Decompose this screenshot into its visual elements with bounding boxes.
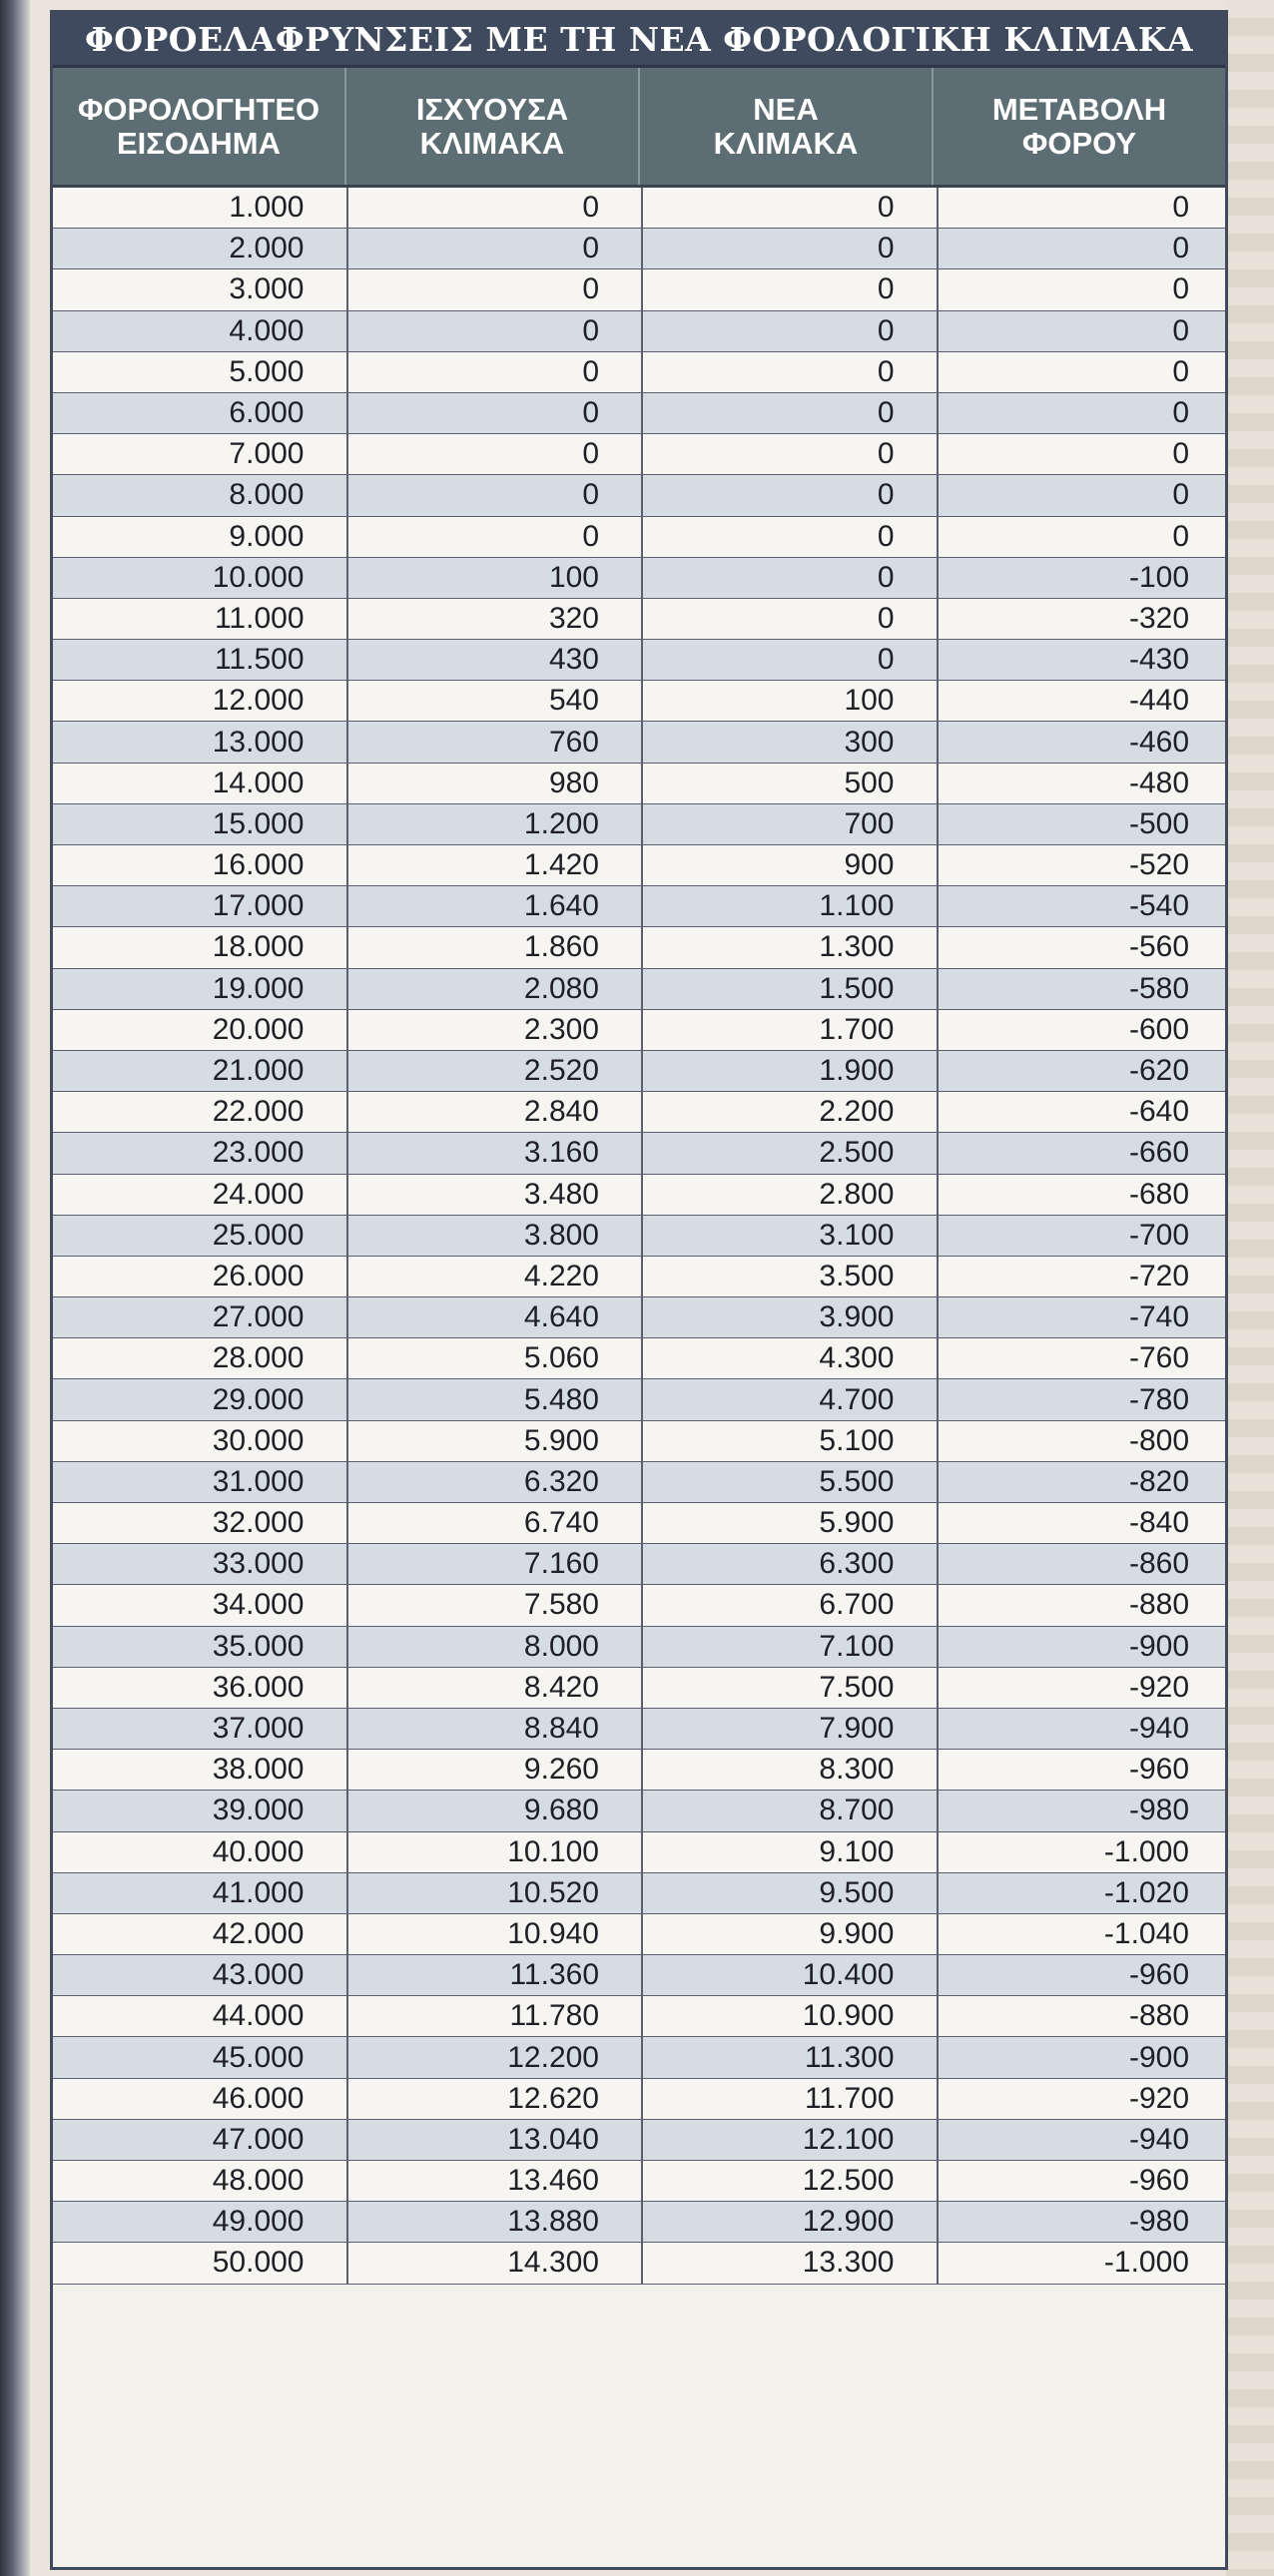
cell-new-scale: 9.900	[643, 1914, 939, 1954]
cell-tax-change: -900	[1128, 1629, 1189, 1663]
table-row	[53, 764, 1225, 804]
table-row	[53, 517, 1225, 558]
table-row	[53, 1216, 1225, 1257]
cell-current-scale: 10.100	[348, 1832, 644, 1872]
table-row	[53, 845, 1225, 886]
cell-tax-change: -980	[1128, 1794, 1189, 1827]
cell-current-scale: 11.360	[348, 1955, 644, 1995]
cell-tax-change: -820	[1128, 1464, 1189, 1498]
cell-new-scale: 1.700	[643, 1010, 939, 1050]
table-row	[53, 1996, 1225, 2037]
cell-current-scale: 7.160	[348, 1544, 644, 1584]
cell-current-scale: 2.520	[348, 1051, 644, 1091]
cell-current-scale: 13.040	[348, 2120, 644, 2160]
cell-tax-change: -1.000	[1103, 2246, 1189, 2280]
cell-current-scale: 13.880	[348, 2202, 644, 2242]
cell-tax-change: -660	[1128, 1136, 1189, 1170]
cell-new-scale: 5.500	[643, 1462, 939, 1502]
cell-taxable-income: 39.000	[53, 1791, 348, 1830]
cell-new-scale: 10.900	[643, 1996, 939, 2036]
cell-tax-change: -720	[1128, 1259, 1189, 1292]
cell-taxable-income: 24.000	[53, 1175, 348, 1215]
cell-current-scale: 0	[348, 517, 644, 557]
cell-taxable-income: 5.000	[53, 352, 348, 392]
table-row	[53, 1051, 1225, 1092]
cell-taxable-income: 3.000	[53, 269, 348, 309]
cell-new-scale: 2.800	[643, 1175, 939, 1215]
table-row	[53, 311, 1225, 352]
cell-new-scale: 0	[643, 475, 939, 515]
cell-tax-change: -900	[1128, 2040, 1189, 2074]
cell-new-scale: 500	[643, 764, 939, 803]
cell-taxable-income: 9.000	[53, 517, 348, 557]
cell-new-scale: 1.100	[643, 886, 939, 926]
header-tax-change	[934, 68, 1225, 185]
cell-current-scale: 8.840	[348, 1709, 644, 1749]
cell-tax-change: 0	[1172, 478, 1189, 512]
cell-current-scale: 0	[348, 434, 644, 474]
cell-tax-change: -920	[1128, 1670, 1189, 1704]
cell-new-scale: 5.900	[643, 1503, 939, 1543]
cell-taxable-income: 27.000	[53, 1297, 348, 1337]
table-row	[53, 2037, 1225, 2078]
cell-new-scale: 0	[643, 188, 939, 228]
cell-new-scale: 7.500	[643, 1668, 939, 1708]
table-row	[53, 352, 1225, 393]
cell-tax-change: -960	[1128, 1958, 1189, 1992]
cell-new-scale: 0	[643, 311, 939, 351]
cell-tax-change: -600	[1128, 1012, 1189, 1046]
header-line: ΚΛΙΜΑΚΑ	[713, 125, 859, 161]
cell-tax-change: -540	[1128, 889, 1189, 923]
table-row	[53, 640, 1225, 681]
cell-tax-change: -520	[1128, 848, 1189, 882]
page-edge-right	[1226, 0, 1274, 2576]
table-row	[53, 1175, 1225, 1216]
cell-new-scale: 1.500	[643, 969, 939, 1009]
cell-current-scale: 11.780	[348, 1996, 644, 2036]
cell-taxable-income: 35.000	[53, 1627, 348, 1667]
cell-new-scale: 8.700	[643, 1791, 939, 1830]
cell-new-scale: 0	[643, 640, 939, 680]
cell-taxable-income: 38.000	[53, 1750, 348, 1790]
cell-tax-change: -740	[1128, 1300, 1189, 1334]
table-row	[53, 1338, 1225, 1379]
cell-taxable-income: 1.000	[53, 188, 348, 228]
cell-current-scale: 0	[348, 229, 644, 268]
cell-current-scale: 6.740	[348, 1503, 644, 1543]
table-row	[53, 804, 1225, 845]
cell-tax-change: -440	[1128, 684, 1189, 718]
table-row	[53, 1832, 1225, 1873]
cell-current-scale: 3.800	[348, 1216, 644, 1256]
table-header	[53, 68, 1225, 188]
cell-current-scale: 760	[348, 722, 644, 762]
cell-current-scale: 8.000	[348, 1627, 644, 1667]
cell-tax-change: -460	[1128, 725, 1189, 759]
header-line: ΕΙΣΟΔΗΜΑ	[116, 125, 282, 161]
cell-taxable-income: 36.000	[53, 1668, 348, 1708]
cell-new-scale: 6.300	[643, 1544, 939, 1584]
table-row	[53, 1297, 1225, 1338]
cell-tax-change: -960	[1128, 1753, 1189, 1787]
cell-new-scale: 1.300	[643, 927, 939, 967]
cell-new-scale: 13.300	[643, 2243, 939, 2283]
cell-tax-change: 0	[1172, 396, 1189, 430]
table-row	[53, 393, 1225, 434]
cell-taxable-income: 32.000	[53, 1503, 348, 1543]
cell-taxable-income: 7.000	[53, 434, 348, 474]
cell-tax-change: -480	[1128, 766, 1189, 799]
header-line: ΦΟΡΟΥ	[1021, 125, 1137, 161]
cell-taxable-income: 46.000	[53, 2079, 348, 2119]
cell-tax-change: 0	[1172, 272, 1189, 306]
cell-taxable-income: 28.000	[53, 1338, 348, 1378]
cell-new-scale: 10.400	[643, 1955, 939, 1995]
cell-new-scale: 12.500	[643, 2161, 939, 2201]
cell-new-scale: 100	[643, 681, 939, 721]
cell-taxable-income: 48.000	[53, 2161, 348, 2201]
cell-new-scale: 4.300	[643, 1338, 939, 1378]
cell-current-scale: 2.080	[348, 969, 644, 1009]
cell-taxable-income: 15.000	[53, 804, 348, 844]
table-row	[53, 1544, 1225, 1585]
cell-current-scale: 5.480	[348, 1379, 644, 1419]
cell-current-scale: 12.200	[348, 2037, 644, 2077]
table-row	[53, 1421, 1225, 1462]
table-row	[53, 1873, 1225, 1914]
tax-table-panel	[50, 10, 1228, 2570]
cell-current-scale: 540	[348, 681, 644, 721]
cell-tax-change: -920	[1128, 2081, 1189, 2115]
cell-tax-change: -680	[1128, 1177, 1189, 1211]
cell-tax-change: -700	[1128, 1218, 1189, 1252]
table-row	[53, 1585, 1225, 1626]
table-row	[53, 1750, 1225, 1791]
cell-taxable-income: 30.000	[53, 1421, 348, 1461]
cell-taxable-income: 34.000	[53, 1585, 348, 1625]
cell-taxable-income: 8.000	[53, 475, 348, 515]
table-row	[53, 1503, 1225, 1544]
cell-current-scale: 0	[348, 188, 644, 228]
cell-new-scale: 0	[643, 269, 939, 309]
cell-current-scale: 10.520	[348, 1873, 644, 1913]
cell-current-scale: 2.300	[348, 1010, 644, 1050]
cell-new-scale: 7.100	[643, 1627, 939, 1667]
cell-tax-change: 0	[1172, 519, 1189, 553]
cell-new-scale: 3.500	[643, 1257, 939, 1296]
table-row	[53, 229, 1225, 269]
table-row	[53, 1709, 1225, 1750]
cell-taxable-income: 12.000	[53, 681, 348, 721]
cell-new-scale: 9.100	[643, 1832, 939, 1872]
table-row	[53, 722, 1225, 763]
cell-taxable-income: 26.000	[53, 1257, 348, 1296]
cell-current-scale: 3.480	[348, 1175, 644, 1215]
cell-new-scale: 7.900	[643, 1709, 939, 1749]
cell-current-scale: 1.200	[348, 804, 644, 844]
cell-new-scale: 0	[643, 558, 939, 598]
page-edge-left	[0, 0, 30, 2576]
table-row	[53, 2079, 1225, 2120]
cell-tax-change: -880	[1128, 1588, 1189, 1622]
header-new-scale	[640, 68, 934, 185]
table-row	[53, 1668, 1225, 1709]
table-row	[53, 2202, 1225, 2243]
cell-tax-change: -560	[1128, 930, 1189, 964]
table-row	[53, 969, 1225, 1010]
cell-current-scale: 6.320	[348, 1462, 644, 1502]
cell-current-scale: 1.640	[348, 886, 644, 926]
cell-new-scale: 0	[643, 229, 939, 268]
cell-taxable-income: 17.000	[53, 886, 348, 926]
cell-current-scale: 3.160	[348, 1133, 644, 1173]
cell-new-scale: 6.700	[643, 1585, 939, 1625]
header-current-scale	[346, 68, 640, 185]
cell-tax-change: 0	[1172, 232, 1189, 265]
table-row	[53, 1914, 1225, 1955]
cell-current-scale: 0	[348, 393, 644, 433]
cell-tax-change: -430	[1128, 643, 1189, 677]
table-body	[53, 188, 1225, 2285]
cell-taxable-income: 47.000	[53, 2120, 348, 2160]
cell-taxable-income: 25.000	[53, 1216, 348, 1256]
cell-taxable-income: 22.000	[53, 1092, 348, 1132]
cell-tax-change: -1.020	[1103, 1875, 1189, 1909]
cell-new-scale: 2.200	[643, 1092, 939, 1132]
cell-tax-change: -780	[1128, 1382, 1189, 1416]
cell-tax-change: -860	[1128, 1547, 1189, 1581]
cell-new-scale: 8.300	[643, 1750, 939, 1790]
cell-current-scale: 14.300	[348, 2243, 644, 2283]
cell-taxable-income: 31.000	[53, 1462, 348, 1502]
cell-tax-change: 0	[1172, 354, 1189, 388]
cell-new-scale: 300	[643, 722, 939, 762]
cell-current-scale: 12.620	[348, 2079, 644, 2119]
cell-current-scale: 1.420	[348, 845, 644, 885]
cell-current-scale: 0	[348, 352, 644, 392]
cell-taxable-income: 2.000	[53, 229, 348, 268]
table-title: ΦΟΡΟΕΛΑΦΡΥΝΣΕΙΣ ΜΕ ΤΗ ΝΕΑ ΦΟΡΟΛΟΓΙΚΗ ΚΛΙΜΑΚΑ	[53, 13, 1225, 68]
table-row	[53, 927, 1225, 968]
cell-current-scale: 980	[348, 764, 644, 803]
cell-new-scale: 900	[643, 845, 939, 885]
cell-new-scale: 4.700	[643, 1379, 939, 1419]
table-row	[53, 2161, 1225, 2202]
cell-taxable-income: 6.000	[53, 393, 348, 433]
cell-tax-change: -960	[1128, 2164, 1189, 2198]
cell-new-scale: 3.900	[643, 1297, 939, 1337]
table-row	[53, 1092, 1225, 1133]
cell-current-scale: 320	[348, 599, 644, 639]
cell-new-scale: 12.100	[643, 2120, 939, 2160]
cell-tax-change: -940	[1128, 2122, 1189, 2156]
table-row	[53, 2243, 1225, 2284]
cell-tax-change: 0	[1172, 191, 1189, 225]
cell-taxable-income: 21.000	[53, 1051, 348, 1091]
table-row	[53, 1791, 1225, 1831]
cell-new-scale: 12.900	[643, 2202, 939, 2242]
cell-new-scale: 3.100	[643, 1216, 939, 1256]
cell-current-scale: 0	[348, 475, 644, 515]
cell-taxable-income: 23.000	[53, 1133, 348, 1173]
cell-new-scale: 1.900	[643, 1051, 939, 1091]
header-line: ΚΛΙΜΑΚΑ	[419, 125, 565, 161]
cell-current-scale: 100	[348, 558, 644, 598]
cell-taxable-income: 11.500	[53, 640, 348, 680]
cell-taxable-income: 10.000	[53, 558, 348, 598]
table-row	[53, 1627, 1225, 1668]
table-row	[53, 2120, 1225, 2161]
cell-current-scale: 7.580	[348, 1585, 644, 1625]
cell-new-scale: 2.500	[643, 1133, 939, 1173]
cell-current-scale: 4.640	[348, 1297, 644, 1337]
table-row	[53, 1257, 1225, 1297]
cell-taxable-income: 33.000	[53, 1544, 348, 1584]
cell-taxable-income: 37.000	[53, 1709, 348, 1749]
cell-taxable-income: 18.000	[53, 927, 348, 967]
header-taxable-income	[53, 68, 346, 185]
header-line: ΜΕΤΑΒΟΛΗ	[991, 91, 1167, 127]
cell-tax-change: -580	[1128, 971, 1189, 1005]
cell-current-scale: 9.260	[348, 1750, 644, 1790]
cell-current-scale: 0	[348, 269, 644, 309]
cell-current-scale: 13.460	[348, 2161, 644, 2201]
table-row	[53, 434, 1225, 475]
cell-new-scale: 0	[643, 599, 939, 639]
cell-new-scale: 0	[643, 352, 939, 392]
cell-taxable-income: 40.000	[53, 1832, 348, 1872]
cell-current-scale: 4.220	[348, 1257, 644, 1296]
cell-current-scale: 9.680	[348, 1791, 644, 1830]
cell-taxable-income: 20.000	[53, 1010, 348, 1050]
cell-tax-change: -980	[1128, 2205, 1189, 2239]
table-row	[53, 558, 1225, 599]
cell-current-scale: 2.840	[348, 1092, 644, 1132]
cell-taxable-income: 11.000	[53, 599, 348, 639]
cell-tax-change: -1.000	[1103, 1834, 1189, 1868]
cell-taxable-income: 13.000	[53, 722, 348, 762]
cell-new-scale: 0	[643, 517, 939, 557]
cell-new-scale: 0	[643, 434, 939, 474]
table-row	[53, 1379, 1225, 1420]
cell-taxable-income: 19.000	[53, 969, 348, 1009]
cell-taxable-income: 50.000	[53, 2243, 348, 2283]
table-row	[53, 475, 1225, 516]
cell-current-scale: 5.060	[348, 1338, 644, 1378]
cell-new-scale: 5.100	[643, 1421, 939, 1461]
table-row	[53, 1955, 1225, 1996]
table-row	[53, 886, 1225, 927]
header-line: ΝΕΑ	[753, 91, 819, 127]
cell-taxable-income: 29.000	[53, 1379, 348, 1419]
cell-tax-change: -840	[1128, 1506, 1189, 1540]
table-row	[53, 681, 1225, 722]
cell-current-scale: 8.420	[348, 1668, 644, 1708]
cell-tax-change: -320	[1128, 601, 1189, 635]
cell-tax-change: -760	[1128, 1341, 1189, 1375]
cell-taxable-income: 41.000	[53, 1873, 348, 1913]
cell-tax-change: -620	[1128, 1054, 1189, 1088]
cell-new-scale: 9.500	[643, 1873, 939, 1913]
cell-taxable-income: 4.000	[53, 311, 348, 351]
cell-current-scale: 10.940	[348, 1914, 644, 1954]
cell-taxable-income: 14.000	[53, 764, 348, 803]
header-line: ΙΣΧΥΟΥΣΑ	[415, 91, 569, 127]
cell-tax-change: -640	[1128, 1095, 1189, 1129]
table-row	[53, 269, 1225, 310]
cell-tax-change: -940	[1128, 1712, 1189, 1746]
cell-tax-change: -1.040	[1103, 1916, 1189, 1950]
cell-new-scale: 0	[643, 393, 939, 433]
cell-tax-change: -500	[1128, 806, 1189, 840]
table-row	[53, 1010, 1225, 1051]
cell-new-scale: 700	[643, 804, 939, 844]
cell-current-scale: 0	[348, 311, 644, 351]
cell-tax-change: -880	[1128, 1999, 1189, 2033]
cell-new-scale: 11.700	[643, 2079, 939, 2119]
cell-taxable-income: 43.000	[53, 1955, 348, 1995]
table-row	[53, 188, 1225, 229]
cell-taxable-income: 45.000	[53, 2037, 348, 2077]
cell-taxable-income: 42.000	[53, 1914, 348, 1954]
cell-taxable-income: 49.000	[53, 2202, 348, 2242]
cell-tax-change: -800	[1128, 1423, 1189, 1457]
cell-taxable-income: 44.000	[53, 1996, 348, 2036]
cell-current-scale: 1.860	[348, 927, 644, 967]
table-row	[53, 1462, 1225, 1503]
cell-tax-change: 0	[1172, 313, 1189, 347]
table-row	[53, 599, 1225, 640]
header-line: ΦΟΡΟΛΟΓΗΤΕΟ	[77, 91, 320, 127]
cell-current-scale: 430	[348, 640, 644, 680]
cell-tax-change: -100	[1128, 560, 1189, 594]
cell-current-scale: 5.900	[348, 1421, 644, 1461]
cell-tax-change: 0	[1172, 437, 1189, 471]
cell-taxable-income: 16.000	[53, 845, 348, 885]
table-row	[53, 1133, 1225, 1174]
cell-new-scale: 11.300	[643, 2037, 939, 2077]
